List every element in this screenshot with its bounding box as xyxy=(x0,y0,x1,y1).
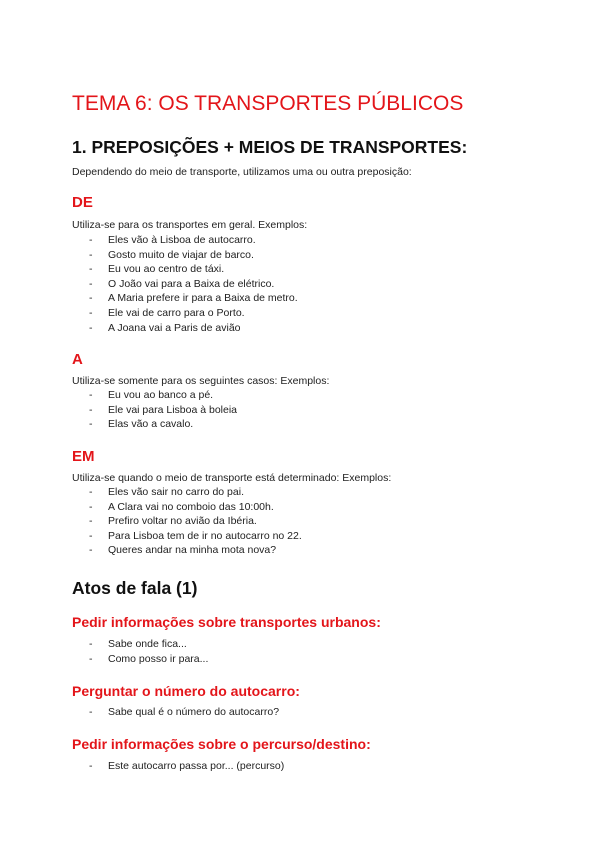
list-item: - Ele vai para Lisboa à boleia xyxy=(89,403,238,416)
em-description: Utiliza-se quando o meio de transporte está determinado: Exemplos: xyxy=(72,472,392,484)
section-intro: Dependendo do meio de transporte, utilizamos uma ou outra preposição: xyxy=(72,166,412,178)
list-item: - O João vai para a Baixa de elétrico. xyxy=(89,277,275,290)
list-item: - Gosto muito de viajar de barco. xyxy=(89,248,254,261)
list-item: - Ele vai de carro para o Porto. xyxy=(89,306,245,319)
list-item: - Prefiro voltar no avião da Ibéria. xyxy=(89,515,257,528)
a-description: Utiliza-se somente para os seguintes casos: Exemplos: xyxy=(72,375,330,387)
de-description: Utiliza-se para os transportes em geral. Exemplos: xyxy=(72,219,308,231)
list-item: - Eu vou ao banco a pé. xyxy=(89,389,214,401)
list-item: - A Maria prefere ir para a Baixa de metro. xyxy=(89,292,298,305)
subheading-route-info: Pedir informações sobre o percurso/destino: xyxy=(72,736,371,752)
list-item: - Elas vão a cavalo. xyxy=(89,418,194,431)
list-item: - A Joana vai a Paris de avião xyxy=(89,321,241,334)
subheading-urban-transport-info: Pedir informações sobre transportes urbanos: xyxy=(72,614,381,630)
list-item: - Sabe onde fica... xyxy=(89,638,187,650)
subheading-bus-number: Perguntar o número do autocarro: xyxy=(72,683,300,699)
subheading-a: A xyxy=(72,351,83,368)
list-item: - A Clara vai no comboio das 10:00h. xyxy=(89,500,274,513)
em-examples-list xyxy=(89,485,302,558)
subheading-de: DE xyxy=(72,194,93,211)
subheading-em: EM xyxy=(72,448,95,465)
list-item: - Sabe qual é o número do autocarro? xyxy=(89,706,280,718)
a-examples-list xyxy=(89,388,237,432)
route-info-list xyxy=(89,759,284,774)
list-item: - Para Lisboa tem de ir no autocarro no 22. xyxy=(89,529,302,542)
bus-number-list xyxy=(89,705,279,720)
list-item: - Eles vão à Lisboa de autocarro. xyxy=(89,234,256,246)
de-examples-list xyxy=(89,233,298,335)
page-title: TEMA 6: OS TRANSPORTES PÚBLICOS xyxy=(72,92,464,115)
urban-transport-list xyxy=(89,637,208,666)
list-item: - Como posso ir para... xyxy=(89,652,209,665)
list-item: - Eu vou ao centro de táxi. xyxy=(89,263,225,276)
list-item: - Eles vão sair no carro do pai. xyxy=(89,486,244,498)
list-item: - Queres andar na minha mota nova? xyxy=(89,544,277,557)
section-heading-speech-acts: Atos de fala (1) xyxy=(72,578,198,598)
section-heading-prepositions: 1. PREPOSIÇÕES + MEIOS DE TRANSPORTES: xyxy=(72,137,468,157)
list-item: - Este autocarro passa por... (percurso) xyxy=(89,760,285,772)
